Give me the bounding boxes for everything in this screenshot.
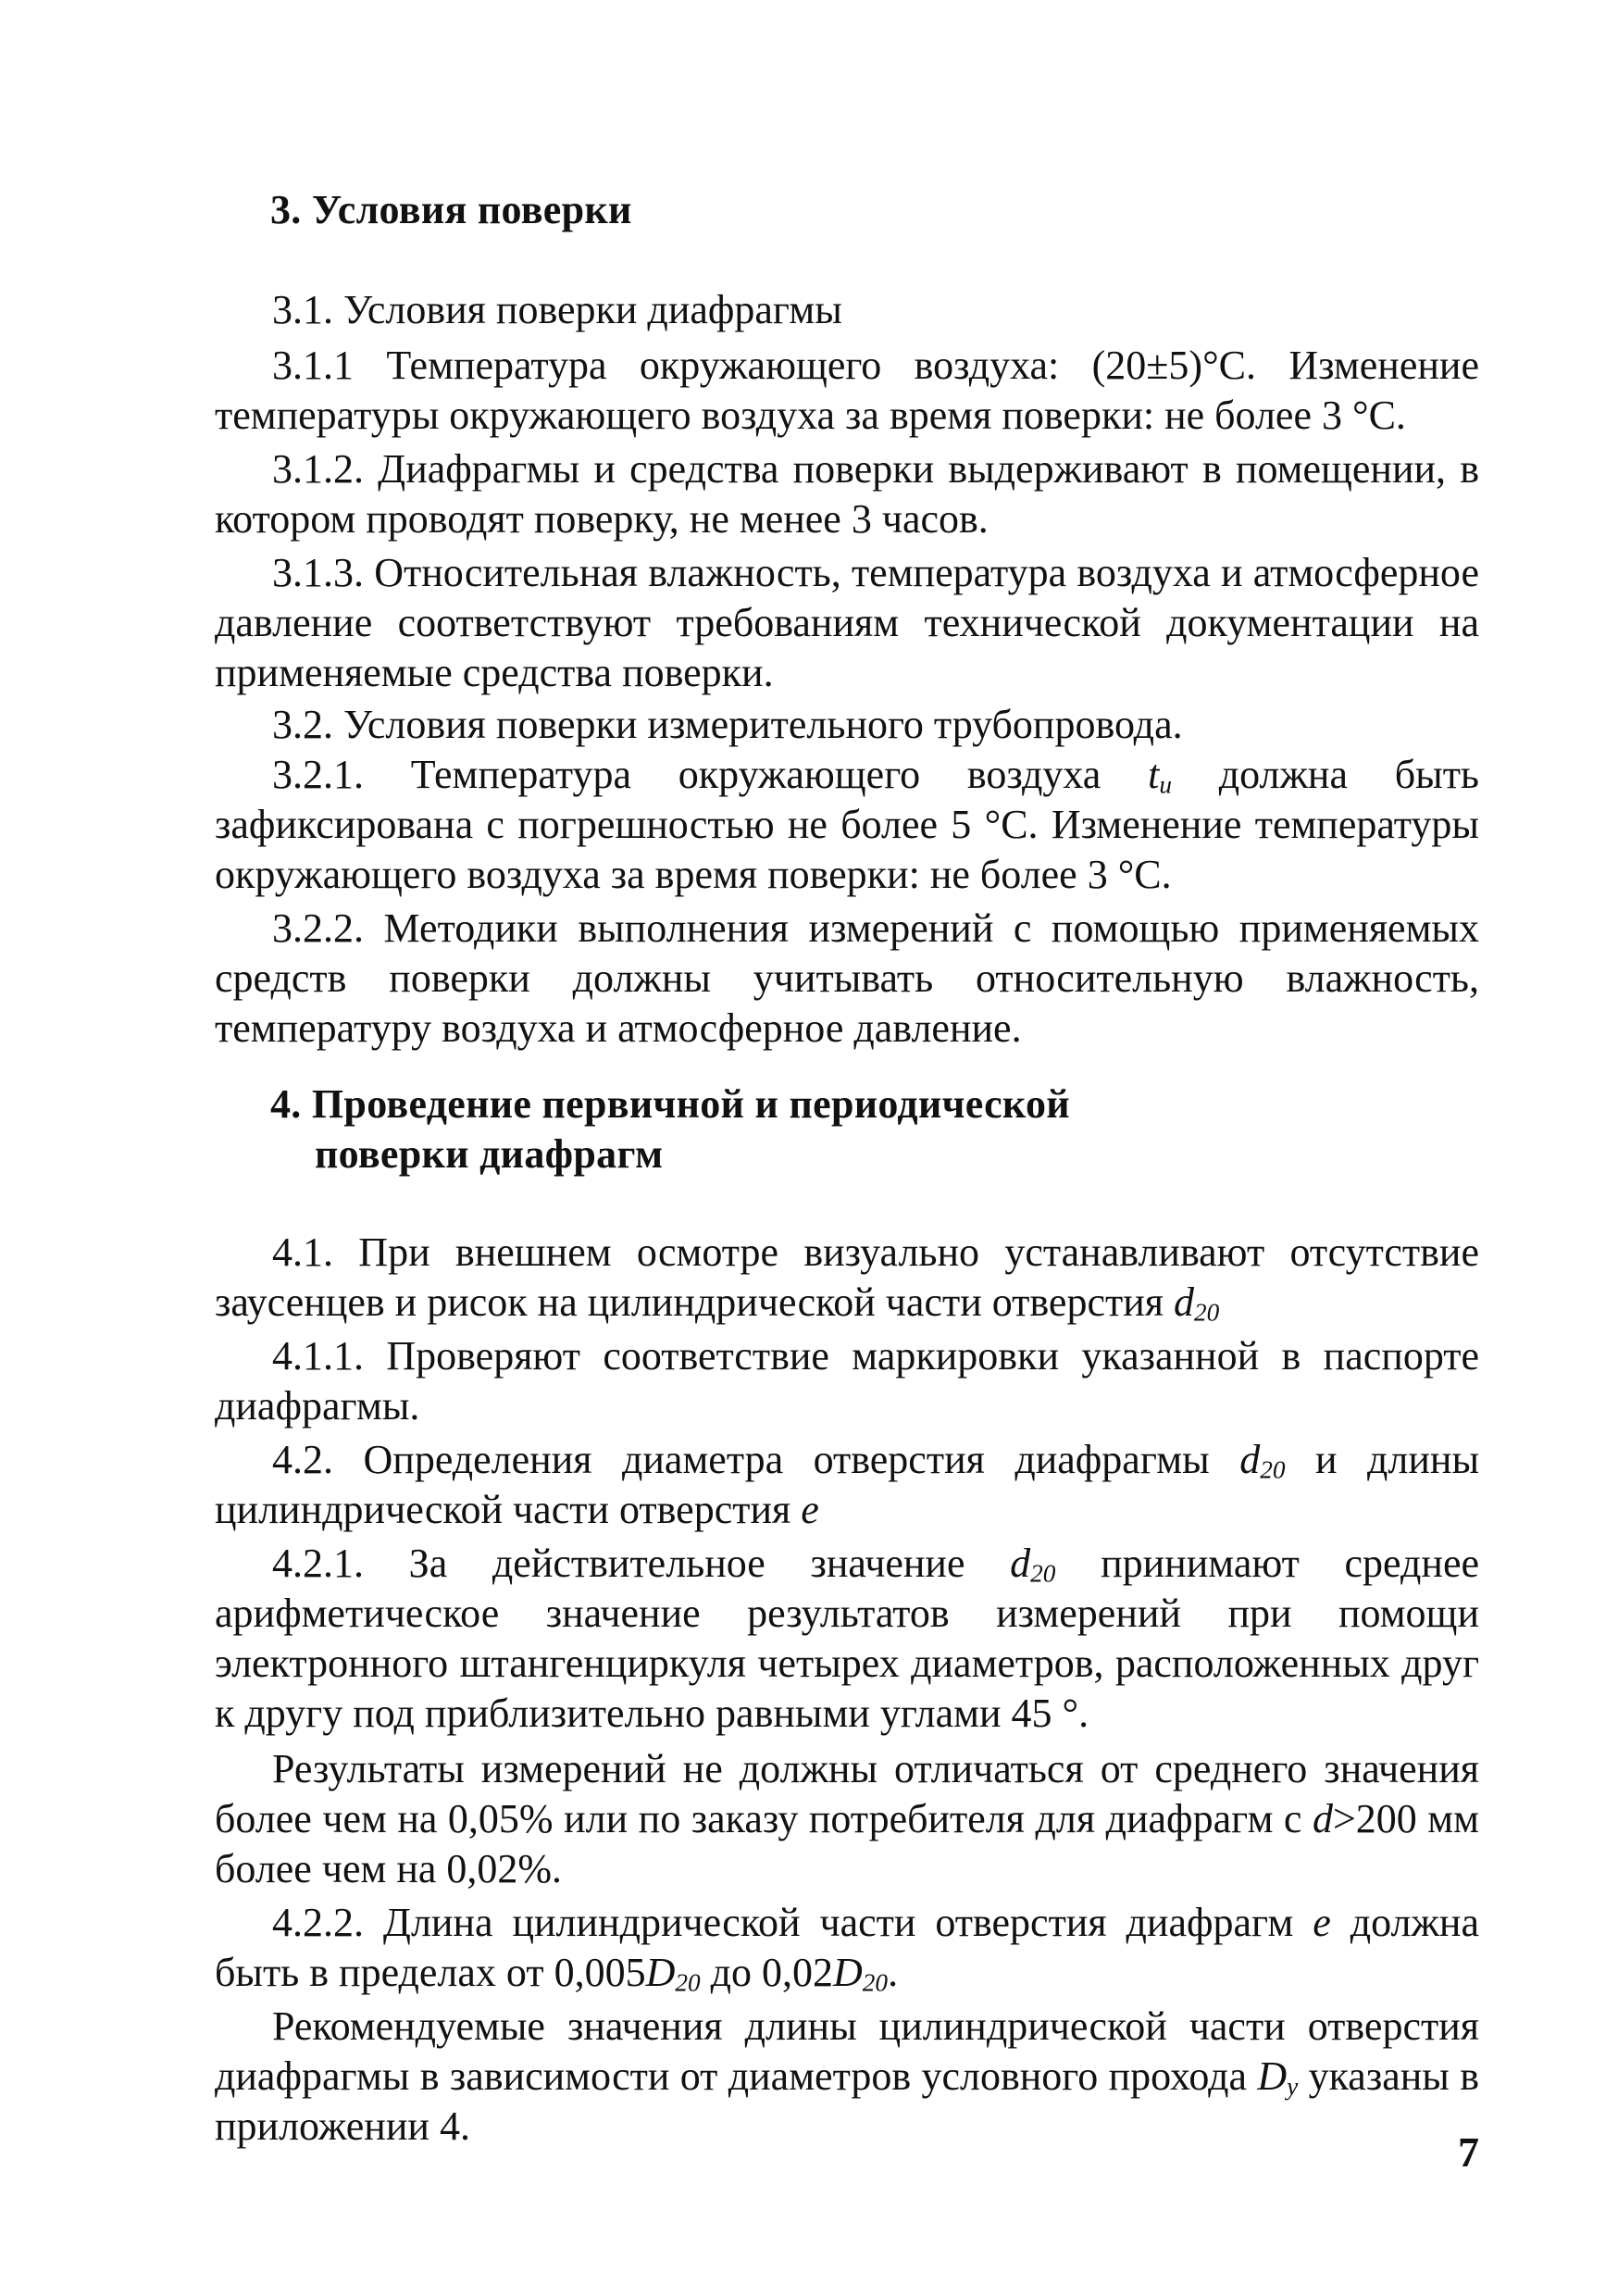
- text-run: должна быть в пределах от 0,005: [215, 1900, 1479, 1995]
- section-4-title-line-1: 4. Проведение первичной и периодической: [270, 1081, 1070, 1127]
- math-variable: t: [1148, 752, 1160, 797]
- math-variable: D: [833, 1950, 863, 1995]
- paragraph-3-1-1: 3.1.1 Температура окружающего воздуха: (20±5)°С. Изменение температуры окружающего воздуха за время поверки: не более 3 °С.: [215, 343, 1479, 438]
- page-number: 7: [1458, 2128, 1479, 2176]
- paragraph-3-1-2: 3.1.2. Диафрагмы и средства поверки выдерживают в помещении, в котором проводят поверку, не менее 3 часов.: [215, 446, 1479, 542]
- text-run: 4.2. Определения диаметра отверстия диафрагмы: [272, 1437, 1240, 1482]
- math-variable: d: [1174, 1279, 1194, 1325]
- text-run: Рекомендуемые значения длины цилиндрической части отверстия диафрагмы в зависимости от диаметров условного прохода: [215, 2003, 1479, 2099]
- math-variable: е: [801, 1487, 819, 1532]
- text-run: 3.2.1. Температура окружающего воздуха: [272, 752, 1149, 797]
- paragraph-4-2-2: [215, 1898, 1479, 1998]
- math-subscript: 20: [1030, 1559, 1056, 1588]
- text-run: должна быть зафиксирована с погрешностью не более 5 °С. Изменение температуры окружающего воздуха за время поверки: не более 3 °С.: [215, 752, 1479, 897]
- paragraph-4-2: [215, 1435, 1479, 1535]
- math-subscript: и: [1159, 770, 1172, 799]
- paragraph-recommended: [215, 2002, 1479, 2152]
- math-variable: е: [1313, 1900, 1331, 1945]
- section-4-title: [270, 1079, 1070, 1179]
- text-run: и длины цилиндрической части отверстия: [215, 1437, 1480, 1532]
- text-run: до 0,02: [700, 1950, 834, 1995]
- paragraph-3-2-2: 3.2.2. Методики выполнения измерений с помощью применяемых средств поверки должны учитывать относительную влажность, температуру воздуха и атмосферное давление.: [215, 905, 1479, 1051]
- paragraph-3-1: 3.1. Условия поверки диафрагмы: [272, 287, 842, 332]
- math-variable: d: [1239, 1437, 1261, 1482]
- section-4-title-line-2: поверки диафрагм: [315, 1131, 664, 1177]
- text-run: 4.2.1. За действительное значение: [272, 1541, 1011, 1586]
- paragraph-3-2-1: [215, 750, 1479, 900]
- text-run: 4.2.2. Длина цилиндрической части отверстия диафрагм: [272, 1900, 1313, 1945]
- paragraph-results: [215, 1744, 1479, 1894]
- text-run: 4.1. При внешнем осмотре визуально устанавливают отсутствие заусенцев и рисок на цилиндрической части отверстия: [215, 1229, 1479, 1325]
- paragraph-4-1: [215, 1228, 1479, 1328]
- math-variable: D: [1257, 2053, 1288, 2099]
- section-3-title: 3. Условия поверки: [270, 187, 632, 232]
- math-variable: D: [645, 1950, 676, 1995]
- text-run: >200 мм более чем на 0,02%.: [215, 1796, 1479, 1891]
- paragraph-3-1-3: 3.1.3. Относительная влажность, температура воздуха и атмосферное давление соответствуют требованиям технической документации на применяемые средства поверки.: [215, 550, 1479, 695]
- math-variable: d: [1010, 1541, 1031, 1586]
- text-run: .: [888, 1950, 899, 1995]
- paragraph-4-2-1: [215, 1539, 1479, 1739]
- text-run: принимают среднее арифметическое значение результатов измерений при помощи электронного штангенциркуля четырех диаметров, расположенных друг к другу под приблизительно равными углами 45 °.: [215, 1541, 1479, 1736]
- text-run: указаны в приложении 4.: [215, 2053, 1479, 2149]
- math-subscript: 20: [675, 1968, 701, 1997]
- math-subscript: 20: [1260, 1455, 1286, 1484]
- math-variable: d: [1312, 1796, 1333, 1841]
- paragraph-3-2: 3.2. Условия поверки измерительного трубопровода.: [272, 702, 1183, 747]
- paragraph-4-1-1: 4.1.1. Проверяют соответствие маркировки указанной в паспорте диафрагмы.: [215, 1333, 1479, 1429]
- math-subscript: 20: [1194, 1298, 1220, 1327]
- text-run: Результаты измерений не должны отличаться от среднего значения более чем на 0,05% или по заказу потребителя для диафрагм с: [215, 1746, 1479, 1841]
- math-subscript: у: [1287, 2072, 1299, 2101]
- math-subscript: 20: [862, 1968, 889, 1997]
